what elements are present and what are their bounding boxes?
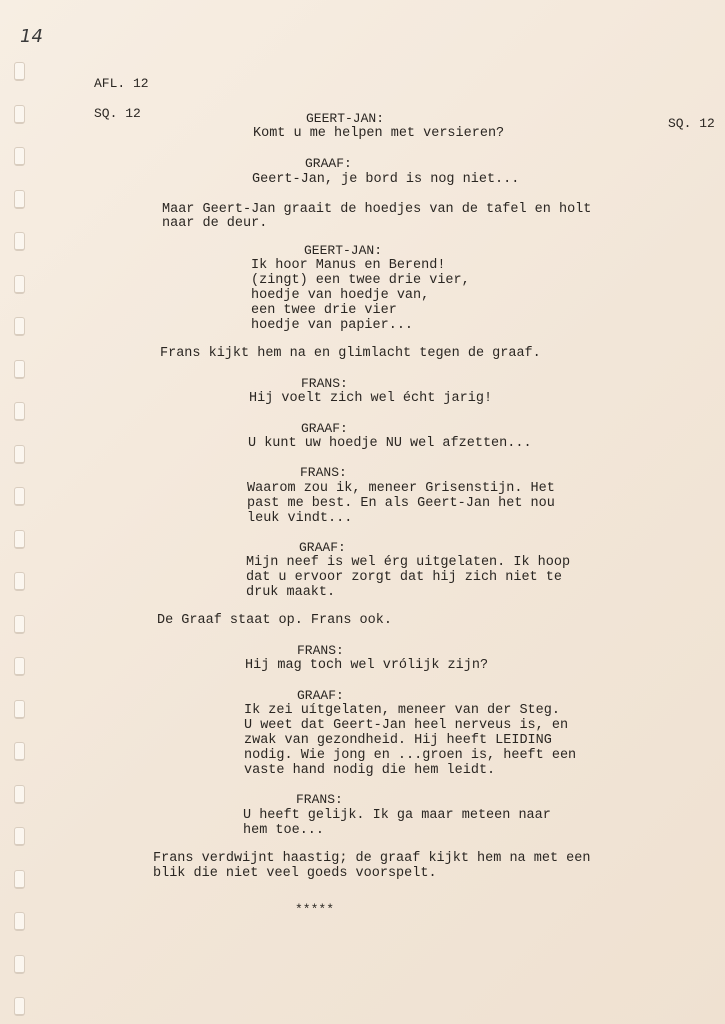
- binding-hole: [14, 870, 25, 889]
- dialogue-line: hem toe...: [243, 823, 325, 838]
- binding-hole: [14, 955, 25, 974]
- binding-hole: [14, 190, 25, 209]
- dialogue-line: U heeft gelijk. Ik ga maar meteen naar: [243, 808, 551, 823]
- dialogue-line: hoedje van hoedje van,: [251, 288, 430, 303]
- binding-hole: [14, 402, 25, 421]
- dialogue-line: (zingt) een twee drie vier,: [251, 273, 470, 288]
- speaker-name: GRAAF:: [297, 688, 344, 703]
- dialogue-line: past me best. En als Geert-Jan het nou: [247, 496, 555, 511]
- binding-hole: [14, 785, 25, 804]
- dialogue-line: U weet dat Geert-Jan heel nerveus is, en: [244, 718, 569, 733]
- binding-hole: [14, 232, 25, 251]
- binding-hole: [14, 572, 25, 591]
- speaker-name: FRANS:: [300, 465, 347, 480]
- action-line: De Graaf staat op. Frans ook.: [157, 613, 392, 628]
- dialogue-line: Ik zei uítgelaten, meneer van der Steg.: [244, 703, 560, 718]
- dialogue-line: Mijn neef is wel érg uitgelaten. Ik hoop: [246, 555, 571, 570]
- dialogue-line: hoedje van papier...: [251, 318, 414, 333]
- dialogue-line: Hij mag toch wel vrólijk zijn?: [245, 658, 489, 673]
- speaker-name: GRAAF:: [305, 156, 352, 171]
- sequence-label-right: SQ. 12: [668, 116, 715, 131]
- binding-hole: [14, 912, 25, 931]
- binding-hole: [14, 742, 25, 761]
- speaker-name: GEERT-JAN:: [306, 111, 385, 126]
- binding-hole: [14, 147, 25, 166]
- action-line: blik die niet veel goeds voorspelt.: [153, 866, 437, 881]
- speaker-name: FRANS:: [301, 376, 348, 391]
- binding-hole: [14, 62, 25, 81]
- action-line: Frans verdwijnt haastig; de graaf kijkt hem na met een: [153, 851, 591, 866]
- dialogue-line: druk maakt.: [246, 585, 336, 600]
- binding-hole: [14, 317, 25, 336]
- binding-hole: [14, 360, 25, 379]
- dialogue-line: Geert-Jan, je bord is nog niet...: [252, 172, 520, 187]
- dialogue-line: zwak van gezondheid. Hij heeft LEIDING: [244, 733, 552, 748]
- end-marker: *****: [295, 902, 335, 917]
- binding-hole: [14, 700, 25, 719]
- action-line: Maar Geert-Jan graait de hoedjes van de tafel en holt: [162, 202, 592, 217]
- action-line: naar de deur.: [162, 216, 268, 231]
- dialogue-line: een twee drie vier: [251, 303, 397, 318]
- dialogue-line: dat u ervoor zorgt dat hij zich niet te: [246, 570, 562, 585]
- dialogue-line: nodig. Wie jong en ...groen is, heeft een: [244, 748, 577, 763]
- binding-hole: [14, 615, 25, 634]
- binding-holes: [8, 0, 30, 1024]
- binding-hole: [14, 827, 25, 846]
- speaker-name: GRAAF:: [299, 540, 346, 555]
- dialogue-line: Hij voelt zich wel écht jarig!: [249, 391, 493, 406]
- binding-hole: [14, 657, 25, 676]
- speaker-name: FRANS:: [296, 792, 343, 807]
- dialogue-line: vaste hand nodig die hem leidt.: [244, 763, 496, 778]
- speaker-name: GEERT-JAN:: [304, 243, 383, 258]
- action-line: Frans kijkt hem na en glimlacht tegen de graaf.: [160, 346, 541, 361]
- dialogue-line: U kunt uw hoedje NU wel afzetten...: [248, 436, 532, 451]
- handwritten-page-number: 14: [20, 26, 43, 47]
- binding-hole: [14, 445, 25, 464]
- episode-label: AFL. 12: [94, 76, 149, 91]
- dialogue-line: Waarom zou ik, meneer Grisenstijn. Het: [247, 481, 555, 496]
- binding-hole: [14, 997, 25, 1016]
- binding-hole: [14, 530, 25, 549]
- speaker-name: GRAAF:: [301, 421, 348, 436]
- binding-hole: [14, 275, 25, 294]
- dialogue-line: Komt u me helpen met versieren?: [253, 126, 505, 141]
- speaker-name: FRANS:: [297, 643, 344, 658]
- dialogue-line: leuk vindt...: [247, 511, 353, 526]
- sequence-label-left: SQ. 12: [94, 106, 141, 121]
- binding-hole: [14, 487, 25, 506]
- binding-hole: [14, 105, 25, 124]
- dialogue-line: Ik hoor Manus en Berend!: [251, 258, 446, 273]
